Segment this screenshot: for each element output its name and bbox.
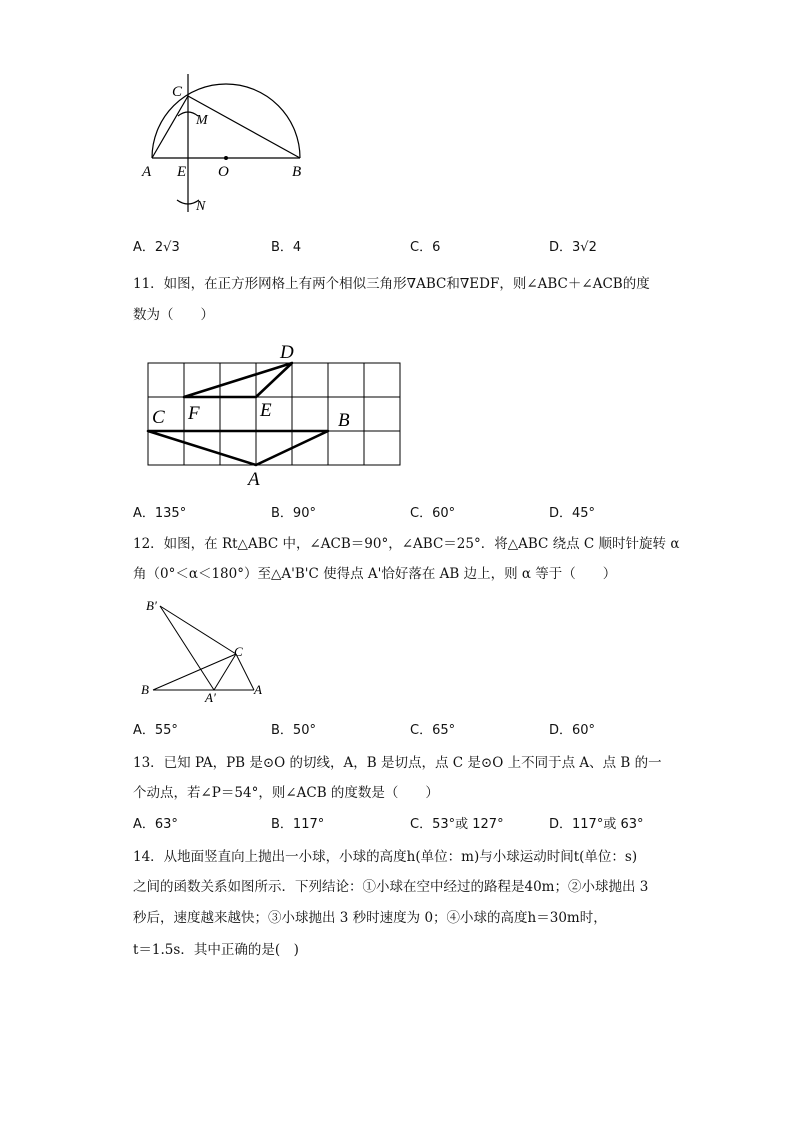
q11-label-c: C <box>152 407 165 428</box>
q11-question-line2: 数为（ ） <box>133 307 214 323</box>
q10-label-e: E <box>177 164 187 180</box>
q11-triangle-abc <box>148 431 328 465</box>
q10-option-a: A．2√3 <box>133 240 180 255</box>
q13-question-line2: 个动点，若∠P＝54°，则∠ACB 的度数是（ ） <box>133 785 439 801</box>
q12-option-b: B．50° <box>271 723 316 738</box>
q13-option-b: B．117° <box>271 817 325 832</box>
q11-label-d: D <box>280 342 294 363</box>
q12-label-bprime: B′ <box>146 598 157 613</box>
q11-triangle-def <box>184 363 292 397</box>
q12-side-ca <box>236 654 254 690</box>
q12-question-line1: 12．如图，在 Rt△ABC 中，∠ACB＝90°，∠ABC＝25°．将△ABC 绕点 C 顺时针旋转 α <box>133 536 680 552</box>
q10-option-d: D．3√2 <box>549 240 597 255</box>
q14-question-line3: 秒后，速度越来越快；③小球抛出 3 秒时速度为 0；④小球的高度h＝30m时， <box>133 910 607 926</box>
q12-side-bp-ap <box>160 606 214 690</box>
q11-grid-figure <box>140 340 410 490</box>
q10-label-m: M <box>196 113 208 128</box>
q11-label-e: E <box>260 400 272 421</box>
q11-label-a: A <box>248 469 260 490</box>
q13-question-line1: 13．已知 PA，PB 是⊙O 的切线，A，B 是切点，点 C 是⊙O 上不同于点 A、点 B 的一 <box>133 755 662 771</box>
q10-option-c: C．6 <box>410 240 441 255</box>
q14-question-line4: t＝1.5s．其中正确的是( ) <box>133 942 299 958</box>
q12-label-a: A <box>254 682 262 697</box>
q12-option-c: C．65° <box>410 723 456 738</box>
q11-option-c: C．60° <box>410 506 456 521</box>
q10-label-c: C <box>172 84 183 100</box>
q12-side-c-ap <box>214 654 236 690</box>
q11-label-b: B <box>338 410 350 431</box>
q13-option-a: A．63° <box>133 817 178 832</box>
q14-question-line2: 之间的函数关系如图所示．下列结论：①小球在空中经过的路程是40m；②小球抛出 3 <box>133 879 649 895</box>
q13-option-c: C．53°或 127° <box>410 817 504 832</box>
q12-label-aprime: A′ <box>205 690 216 705</box>
q12-side-bp-c <box>160 606 236 654</box>
q12-figure <box>136 596 276 708</box>
q10-label-a: A <box>142 164 152 180</box>
q11-option-d: D．45° <box>549 506 596 521</box>
q11-option-a: A．135° <box>133 506 187 521</box>
q10-chord-ac <box>152 96 188 158</box>
q14-question-line1: 14．从地面竖直向上抛出一小球，小球的高度h(单位：m)与小球运动时间t(单位：s) <box>133 849 638 865</box>
q13-option-d: D．117°或 63° <box>549 817 644 832</box>
q11-option-b: B．90° <box>271 506 316 521</box>
q10-option-b: B．4 <box>271 240 302 255</box>
q11-label-f: F <box>188 403 200 424</box>
q10-label-b: B <box>292 164 302 180</box>
q10-figure <box>130 70 330 220</box>
q12-option-a: A．55° <box>133 723 178 738</box>
q10-label-n: N <box>196 199 206 214</box>
q12-question-line2: 角（0°＜α＜180°）至△A'B'C 使得点 A'恰好落在 AB 边上，则 α 等于（ ） <box>133 566 617 582</box>
q11-question-line1: 11．如图，在正方形网格上有两个相似三角形∇ABC和∇EDF，则∠ABC＋∠ACB的度 <box>133 276 650 292</box>
q12-option-d: D．60° <box>549 723 596 738</box>
q12-label-b: B <box>141 682 149 697</box>
q10-label-o: O <box>218 164 229 180</box>
q12-label-c: C <box>234 644 243 659</box>
q10-center-point <box>224 156 228 160</box>
